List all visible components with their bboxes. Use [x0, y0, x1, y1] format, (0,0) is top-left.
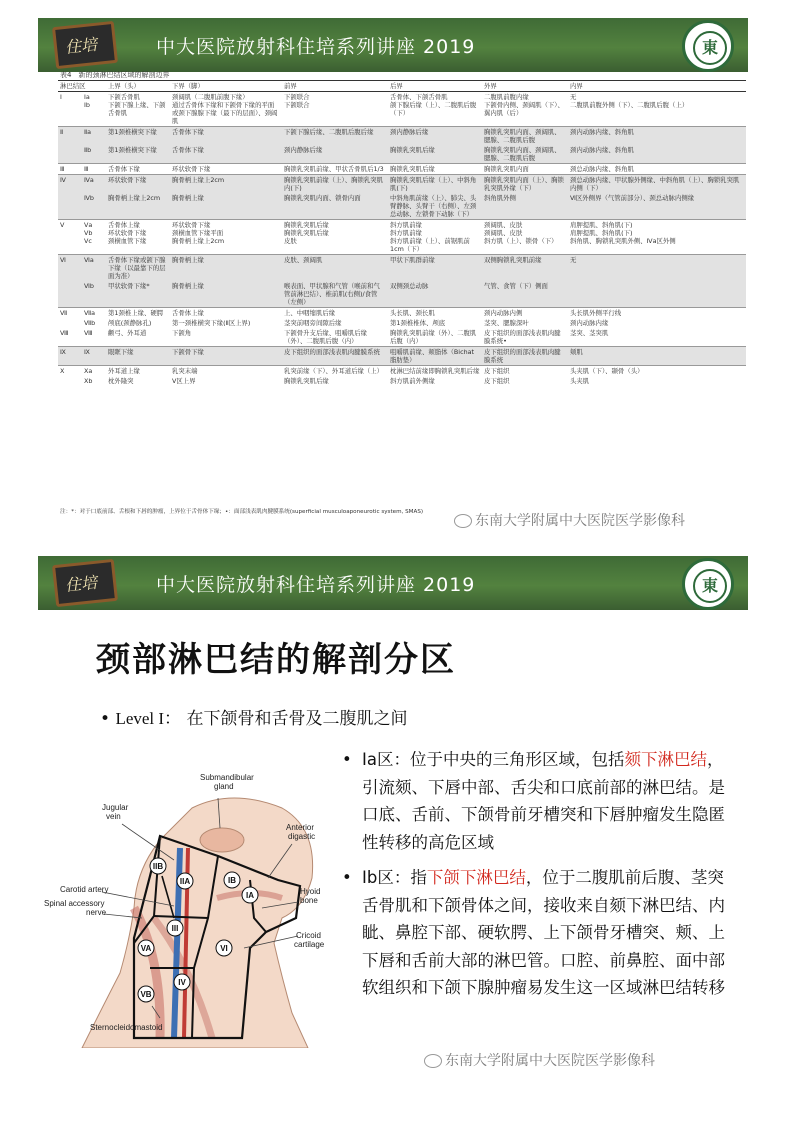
table-cell: 头长肌、颈长肌 [388, 308, 482, 319]
table-cell: 皮下组织 [484, 377, 510, 385]
table-cell: 颊肌 [568, 347, 746, 366]
table-caption: 表4 新的颈淋巴结区域的解剖边界 [60, 71, 170, 79]
table-row [58, 164, 746, 175]
table-cell: 中斜角肌前缘（上）、肺尖、头臂静脉、头臂干（右侧）、左颈总动脉、左锁骨下动脉（下） [388, 193, 482, 220]
table-cell: Ⅴ区上界 [172, 377, 196, 385]
hospital-logo [682, 558, 734, 610]
bullet-dot: • [342, 868, 352, 887]
table-cell: Ⅵb [82, 281, 106, 308]
table-row [58, 376, 746, 386]
bullet-ib [338, 864, 738, 1002]
bullet-dot: • [100, 709, 116, 729]
table-cell: 胸锁乳突肌后缘 [388, 164, 482, 175]
label-carotid-artery: Carotid artery [60, 885, 109, 894]
table-cell: 颈内动脉内缘、斜角肌 [568, 127, 746, 146]
table-row [58, 175, 746, 194]
table-cell: 颈内动脉内缘 [570, 319, 609, 327]
table-cell: 第1颈椎横突下缘 [106, 127, 170, 146]
table-cell [58, 281, 82, 308]
table-row [58, 366, 746, 377]
table-cell: 颈内动脉内侧 [482, 308, 568, 319]
table-cell: 乳突末端 [170, 366, 282, 377]
table-cell: 胸骨柄上缘上2cm [106, 193, 170, 220]
region-label: IV [178, 978, 186, 987]
table-cell: Ⅲ [58, 164, 82, 175]
table-cell: Ⅱa [82, 127, 106, 146]
table-cell: 肩胛提肌、斜角肌(下) 肩胛提肌、斜角肌(下) 斜角肌、胸锁乳突肌外侧、Ⅳa区外侧 [568, 220, 746, 255]
watermark-text: 东南大学附属中大医院医学影像科 [475, 513, 685, 529]
table-cell: 胸锁乳突肌后缘 [284, 377, 329, 385]
table-cell: 气管、食管（下）侧面 [482, 281, 568, 308]
logo-glyph: 東 [693, 31, 727, 65]
table-cell: 甲状下肌群前缘 [388, 255, 482, 282]
table-cell: 乳突前缘（下）、外耳道后缘（上） [282, 366, 388, 377]
table-cell: 胸骨柄上缘上2cm [170, 175, 282, 194]
table-cell: Ⅳb [82, 193, 106, 220]
table-cell: 头夹肌（下）、颞骨（头） [568, 366, 746, 377]
logo-glyph: 東 [693, 569, 727, 603]
table-cell [58, 193, 82, 220]
wechat-icon [454, 514, 472, 528]
table-cell: 无 [568, 255, 746, 282]
level-desc: 在下颌骨和舌骨及二腹肌之间 [186, 709, 408, 729]
table-cell: 胸骨柄上缘 [170, 255, 282, 282]
level-heading [100, 704, 407, 729]
table-cell: 颈总动脉内缘、斜角肌 [568, 164, 746, 175]
table-cell: 双侧颈总动脉 [388, 281, 482, 308]
table-cell: Ⅵ区外侧界（气管前部分）、颈总动脉内侧缘 [568, 193, 746, 220]
table-cell: 茎突、腮腺深叶 [484, 319, 529, 327]
label-hyoid-bone: Hyoid bone [300, 887, 321, 905]
table-cell: 斜方肌前外侧缘 [390, 377, 435, 385]
table-cell: Ⅵa [82, 255, 106, 282]
bullet-text: Ⅰb区：指 [362, 868, 427, 887]
table-header: 前界 [282, 81, 388, 92]
region-label: VB [140, 990, 152, 999]
table-cell: Ⅷ [84, 329, 93, 337]
slide-level1 [38, 556, 748, 1076]
table-cell: 胸锁乳突肌后缘 胸锁乳突肌后缘 皮肤 [282, 220, 388, 255]
table-cell: Ⅰ [60, 93, 62, 101]
table-cell: 枕外隆突 [108, 377, 134, 385]
table-cell: 下颌联合 下颌联合 [284, 93, 310, 109]
table-cell: 颈内动脉内缘、斜角肌 [568, 145, 746, 164]
table-cell: 舌骨体、下颌舌骨肌 颌下腺后缘（上）、二腹肌后腹（下） [390, 93, 477, 117]
table-cell: 舌骨体下缘 [170, 127, 282, 146]
region-label: IIA [179, 877, 191, 886]
table-cell: Ⅰa Ⅰb [84, 93, 90, 109]
table-cell: 第1颈椎上缘、硬腭 [106, 308, 170, 319]
watermark-text: 东南大学附属中大医院医学影像科 [445, 1053, 655, 1069]
label-cricoid-cartilage: Cricoid cartilage [294, 931, 325, 949]
chalkboard-logo [52, 559, 118, 607]
table-cell: 皮下组织的面部浅表肌肉腱膜系统 [282, 347, 388, 366]
table-cell: 颈阔肌（二腹肌前腹下缘） 通过舌骨体下缘和下颌骨下缘的平面或颈下腺腺下缘（最下的层面）、颈阔肌 [172, 93, 278, 125]
table-cell: Ⅵ [58, 255, 82, 282]
table-cell: 颅底(颈静脉孔) [108, 319, 152, 327]
table-row [58, 145, 746, 164]
table-cell: 舌骨体上缘 [170, 308, 282, 319]
board-text: 住培 [64, 34, 98, 58]
table-cell: 皮下组织 [482, 366, 568, 377]
table-header: 外界 [482, 81, 568, 92]
table-cell: 舌骨体下缘或颌下腺下缘（以最靠下的层面为准） [106, 255, 170, 282]
table-cell: 胸锁乳突肌内面、颈阔肌、腮腺、二腹肌后腹 [482, 127, 568, 146]
table-cell: 头长肌外侧平行线 [568, 308, 746, 319]
table-cell: 斜方肌前缘 斜方肌前缘 斜方肌前缘（上）、前锯肌前1cm（下） [388, 220, 482, 255]
table-cell: 舌骨体下缘 [170, 145, 282, 164]
label-anterior-digastic: Anterior digastic [286, 823, 316, 841]
table-cell: 外耳道上缘 [106, 366, 170, 377]
bullet-text: ，位于二腹肌前后腹、茎突舌骨肌和下颌骨体之间，接收来自颏下淋巴结、内眦、鼻腔下部、硬软腭、上下颌骨牙槽突、颊、上下唇和舌前大部的淋巴管。口腔、前鼻腔、面中部软组织和下颌下腺肿瘤易发生这一区域淋巴结转移 [362, 868, 725, 997]
table-cell: 颈内静脉后缘 [282, 145, 388, 164]
table-cell: 颈总动脉内缘、甲状腺外侧缘、中斜角肌（上）、胸锁乳突肌内侧（下） [568, 175, 746, 194]
table-cell: Ⅷ [60, 329, 69, 337]
table-row [58, 328, 746, 347]
table-header: 淋巴结区 [58, 81, 106, 92]
table-header: 上界（头） [106, 81, 170, 92]
table-cell: 枕淋巴结前缘即胸锁乳突肌后缘 [388, 366, 482, 377]
table-cell: Ⅹb [84, 377, 93, 385]
banner-title: 中大医院放射科住培系列讲座 2019 [156, 36, 476, 58]
table-cell: 环状软骨下缘 颈横血管下缘平面 胸骨柄上缘上2cm [170, 220, 282, 255]
table-cell: 无 二腹肌前腹外侧（下）、二腹肌后腹（上） [570, 93, 689, 109]
table-cell: 上、中咽缩肌后缘 [282, 308, 388, 319]
table-cell [58, 376, 82, 386]
table-cell: 下颌骨下缘 [170, 347, 282, 366]
table-cell: 舌骨体下缘 [106, 164, 170, 175]
table-cell: Ⅱb [82, 145, 106, 164]
bullet-ia [338, 746, 738, 856]
table-cell: Ⅶa [82, 308, 106, 319]
table-row [58, 347, 746, 366]
hospital-logo [682, 20, 734, 72]
table-header-row [58, 81, 746, 92]
table-cell: 胸锁乳突肌前缘（外）、二腹肌后腹（内） [390, 329, 477, 345]
table-cell: Ⅲ [82, 164, 106, 175]
table-cell: 第一颈椎横突下缘(Ⅱ区上界) [172, 319, 251, 327]
table-cell: 胸骨柄上缘 [170, 281, 282, 308]
table-cell: Ⅹa [82, 366, 106, 377]
bullet-dot: • [342, 750, 352, 769]
table-cell: 眼眶下缘 [106, 347, 170, 366]
region-label: IA [246, 891, 254, 900]
table-cell: Ⅱ [58, 127, 82, 146]
table-cell: Ⅸ [58, 347, 82, 366]
table-cell: 下颌下腺后缘、二腹肌后腹后缘 [282, 127, 388, 146]
submandibular-gland-shape [200, 828, 244, 852]
wechat-icon [424, 1054, 442, 1068]
table-cell: 胸锁乳突肌前缘、甲状舌骨肌后1/3 [282, 164, 388, 175]
table-row [58, 220, 746, 255]
table-cell: 胸锁乳突肌内面、锁骨内面 [282, 193, 388, 220]
table-cell: 头夹肌 [570, 377, 590, 385]
table-cell: 下颌角 [172, 329, 192, 337]
table-cell: 甲状软骨下缘* [106, 281, 170, 308]
watermark [424, 1050, 655, 1070]
table-cell: 胸锁乳突肌后缘（上）、中斜角肌(下) [388, 175, 482, 194]
neck-anatomy-diagram [42, 768, 330, 1048]
table-cell: 胸锁乳突肌前缘（上）、胸锁乳突肌内(下) [282, 175, 388, 194]
table-cell: 喉表面、甲状腺和气管（喉前和气管前淋巴结）、椎前肌(右侧)/食管（左侧） [282, 281, 388, 308]
level-label: Level I： [115, 709, 182, 728]
table-cell: 双侧胸锁乳突肌前缘 [482, 255, 568, 282]
table-row [58, 92, 746, 127]
table-cell: Ⅳa [82, 175, 106, 194]
table-cell: 二腹肌前腹内缘 下颌骨内侧、颈阔肌（下）、翼内肌（后） [484, 93, 564, 117]
table-row [58, 255, 746, 282]
table-cell: 胸锁乳突肌内面 [482, 164, 568, 175]
table-cell: Ⅳ [58, 175, 82, 194]
table-header: 内界 [568, 81, 746, 92]
table-cell: 胸锁乳突肌内面、颈阔肌、腮腺、二腹肌后腹 [482, 145, 568, 164]
table-cell: 第1颈椎横突下缘 [106, 145, 170, 164]
region-label: VA [140, 944, 152, 953]
slide-title: 颈部淋巴结的解剖分区 [96, 640, 456, 680]
table-cell: Ⅹ [58, 366, 82, 377]
table-cell: Ⅶb [84, 319, 96, 327]
table-cell: 咀嚼肌前缘、颊脂体（Bichat脂肪垫） [388, 347, 482, 366]
region-label: VI [220, 944, 228, 953]
table-cell: Ⅸ [82, 347, 106, 366]
watermark [454, 510, 685, 530]
table-cell: 斜角肌外侧 [482, 193, 568, 220]
table-cell: 颈内静脉后缘 [388, 127, 482, 146]
table-cell: 下颌骨升支后缘、咀嚼肌后缘（外）、二腹肌后腹（内） [284, 329, 368, 345]
table-cell: 颧弓、外耳道 [108, 329, 147, 337]
slide-table [38, 18, 748, 530]
table-cell: 皮下组织的面部浅表肌肉腱膜系统 [482, 347, 568, 366]
table-cell: 茎突前咽旁间隙后缘 [284, 319, 342, 327]
table-row [58, 318, 746, 328]
chalkboard-logo [52, 21, 118, 69]
label-submandibular-gland: Submandibular gland [200, 773, 254, 791]
table-cell [58, 318, 82, 328]
header-banner [38, 18, 748, 72]
label-spinal-accessory-nerve: Spinal accessory nerve [44, 899, 107, 917]
table-cell: Ⅴa Ⅴb Ⅴc [82, 220, 106, 255]
table-cell: 环状软骨下缘 [170, 164, 282, 175]
table-cell: 胸骨柄上缘 [170, 193, 282, 220]
table-cell: 环状软骨下缘 [106, 175, 170, 194]
table-header: 后界 [388, 81, 482, 92]
table-cell: 茎突、茎突肌 [570, 329, 609, 337]
bullet-text: ，引流颏、下唇中部、舌尖和口底前部的淋巴结。是口底、舌前、下颌骨前牙槽突和下唇肿瘤发生隐匿性转移的高危区域 [362, 750, 725, 852]
table-row [58, 281, 746, 308]
region-label: IIB [152, 862, 164, 871]
table-footnote: 注：*：对于口底前部、舌根和下唇的肿瘤，上界位于舌骨体下缘；•：面部浅表肌肉腱膜系统(superficial musculoaponeurotic system, SMAS) [60, 509, 424, 515]
table-cell: Ⅴ [58, 220, 82, 255]
lymph-node-table [58, 80, 746, 386]
highlight-text: 下颌下淋巴结 [426, 868, 526, 887]
table-cell: 第1颈椎椎体、颅底 [390, 319, 446, 327]
table-cell: 皮肤、颈阔肌 [282, 255, 388, 282]
label-sternocleidomastoid: Sternocleidomastoid [90, 1023, 163, 1032]
banner-title: 中大医院放射科住培系列讲座 2019 [156, 574, 476, 596]
table-header: 下界（脚） [170, 81, 282, 92]
table-row [58, 127, 746, 146]
table-cell: 胸锁乳突肌后缘 [388, 145, 482, 164]
table-cell: 皮下组织的面部浅表肌肉腱膜系统• [484, 329, 561, 345]
table-cell: 颈阔肌、皮肤 颈阔肌、皮肤 斜方肌（上）、锁骨（下） [482, 220, 568, 255]
table-row [58, 308, 746, 319]
bullet-list [338, 746, 738, 1010]
header-banner [38, 556, 748, 610]
region-label: III [171, 924, 179, 933]
highlight-text: 颏下淋巴结 [624, 750, 707, 769]
bullet-text: Ⅰa区：位于中央的三角形区域，包括 [362, 750, 625, 769]
board-text: 住培 [64, 572, 98, 596]
label-jugular-vein: Jugular vein [102, 803, 129, 821]
table-cell: 胸锁乳突肌内面（上）、胸锁乳突肌外缘（下） [482, 175, 568, 194]
table-cell [568, 281, 746, 308]
table-cell: Ⅶ [58, 308, 82, 319]
table-cell [58, 145, 82, 164]
region-label: IB [228, 876, 236, 885]
table-row [58, 193, 746, 220]
table-cell: 舌骨体上缘 环状软骨下缘 颈横血管下缘 [106, 220, 170, 255]
table-cell: 下颌舌骨肌 下颌下腺上缘、下颌舌骨肌 [108, 93, 166, 117]
